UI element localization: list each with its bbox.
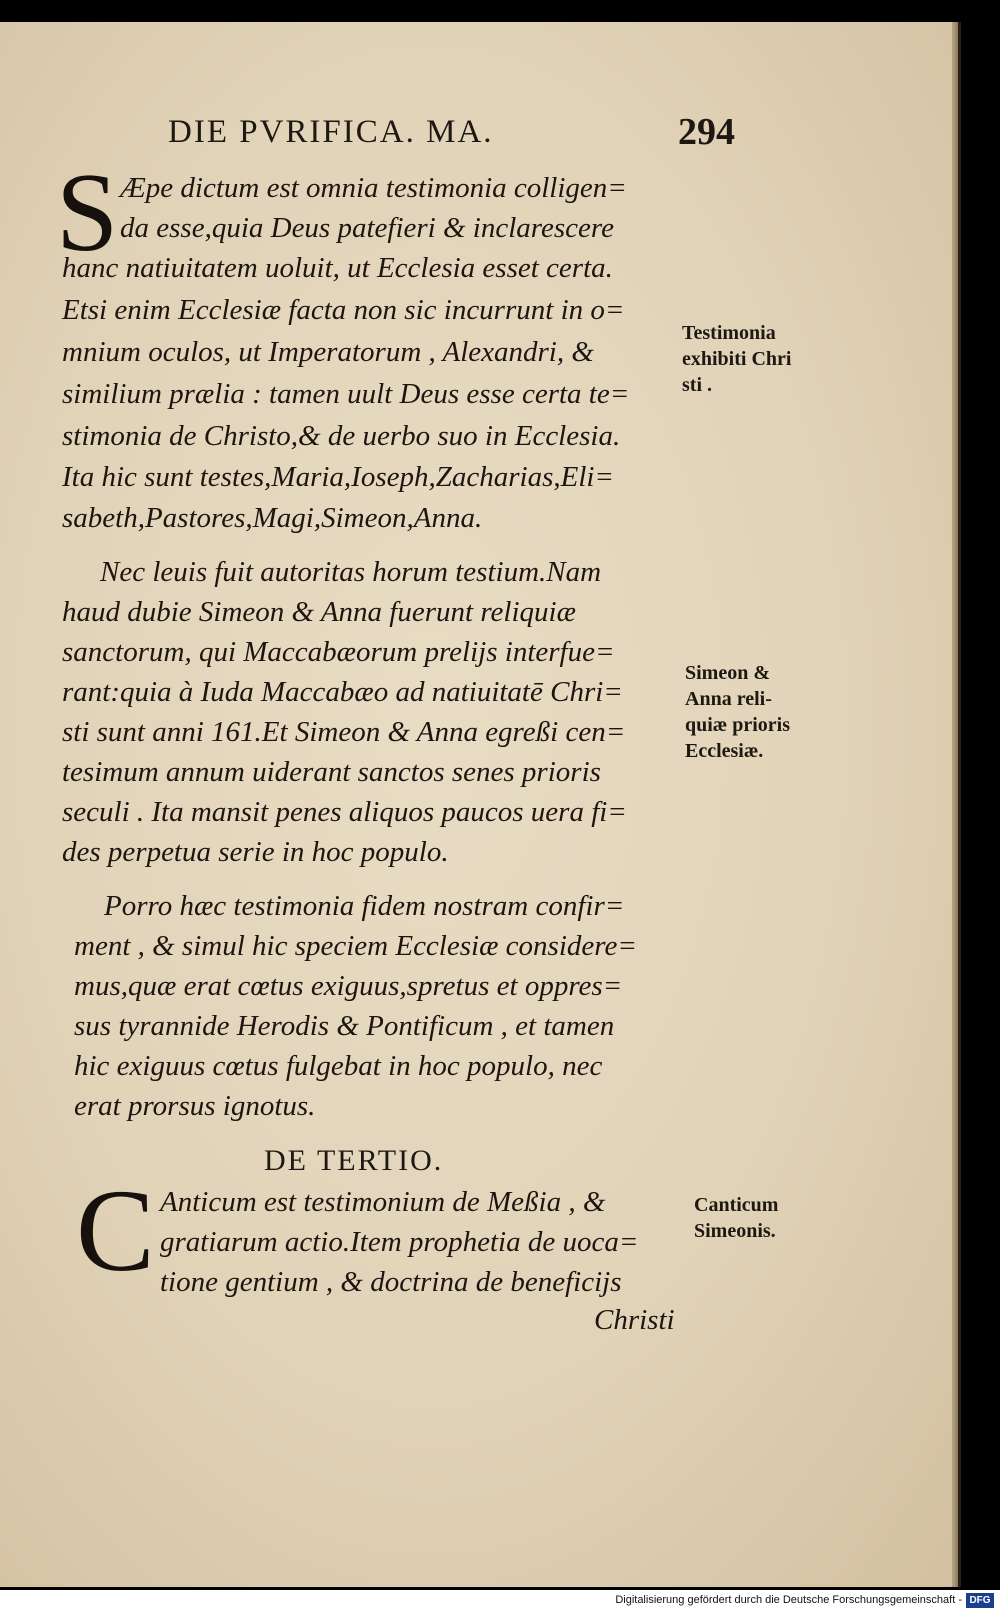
margin-note-testimonia: Testimonia exhibiti Chri sti .	[682, 322, 792, 396]
text-line: da esse,quia Deus patefieri & inclarescere	[120, 212, 614, 244]
text-line: ment , & simul hic speciem Ecclesiæ considere=	[74, 930, 637, 962]
text-line: Æpe dictum est omnia testimonia colligen=	[120, 172, 627, 204]
text-line: Porro hæc testimonia fidem nostram confir=	[104, 890, 625, 922]
text-line: Etsi enim Ecclesiæ facta non sic incurrunt in o=	[62, 294, 625, 326]
margin-note-simeon: Simeon & Anna reli- quiæ prioris Ecclesiæ.	[685, 662, 791, 762]
text-line: sanctorum, qui Maccabæorum prelijs interfue=	[62, 636, 615, 668]
text-line: hic exiguus cœtus fulgebat in hoc populo, nec	[74, 1050, 603, 1082]
text-line: Nec leuis fuit autoritas horum testium.Nam	[100, 556, 602, 588]
section-heading: DE TERTIO.	[264, 1144, 444, 1177]
book-page	[0, 22, 961, 1587]
text-line: sus tyrannide Herodis & Pontificum , et tamen	[74, 1010, 615, 1042]
text-line: gratiarum actio.Item prophetia de uoca=	[160, 1226, 639, 1258]
text-line: Ita hic sunt testes,Maria,Ioseph,Zacharias,Eli=	[62, 461, 615, 493]
text-line: stimonia de Christo,& de uerbo suo in Ecclesia.	[62, 420, 621, 452]
drop-capital-s: S	[56, 151, 119, 275]
text-line: mus,quæ erat cœtus exiguus,spretus et oppres=	[74, 970, 623, 1002]
text-line: similium prælia : tamen uult Deus esse certa te=	[62, 378, 630, 410]
text-line: des perpetua serie in hoc populo.	[62, 836, 449, 868]
footer-bar	[0, 1590, 1000, 1615]
page-number: 294	[678, 111, 735, 153]
text-line: erat prorsus ignotus.	[74, 1090, 316, 1122]
running-head: DIE PVRIFICA. MA.	[168, 114, 494, 150]
funding-notice: Digitalisierung gefördert durch die Deutsche Forschungsgemeinschaft -	[615, 1594, 962, 1606]
dfg-logo: DFG	[966, 1593, 994, 1608]
margin-note-canticum: Canticum Simeonis.	[694, 1194, 779, 1242]
text-line: Anticum est testimonium de Meßia , &	[160, 1186, 606, 1218]
text-line: sabeth,Pastores,Magi,Simeon,Anna.	[62, 502, 483, 534]
text-line: haud dubie Simeon & Anna fuerunt reliquiæ	[62, 596, 576, 628]
text-line: seculi . Ita mansit penes aliquos paucos uera fi=	[62, 796, 627, 828]
catchword: Christi	[594, 1304, 675, 1336]
page-edge	[952, 22, 958, 1587]
text-line: sti sunt anni 161.Et Simeon & Anna egreßi cen=	[62, 716, 626, 748]
text-line: rant:quia à Iuda Maccabæo ad natiuitatē Chri=	[62, 676, 623, 708]
drop-capital-c: C	[76, 1165, 155, 1296]
text-line: tesimum annum uiderant sanctos senes prioris	[62, 756, 601, 788]
text-line: tione gentium , & doctrina de beneficijs	[160, 1266, 622, 1298]
text-line: hanc natiuitatem uoluit, ut Ecclesia esset certa.	[62, 252, 613, 284]
text-line: mnium oculos, ut Imperatorum , Alexandri, &	[62, 336, 594, 368]
